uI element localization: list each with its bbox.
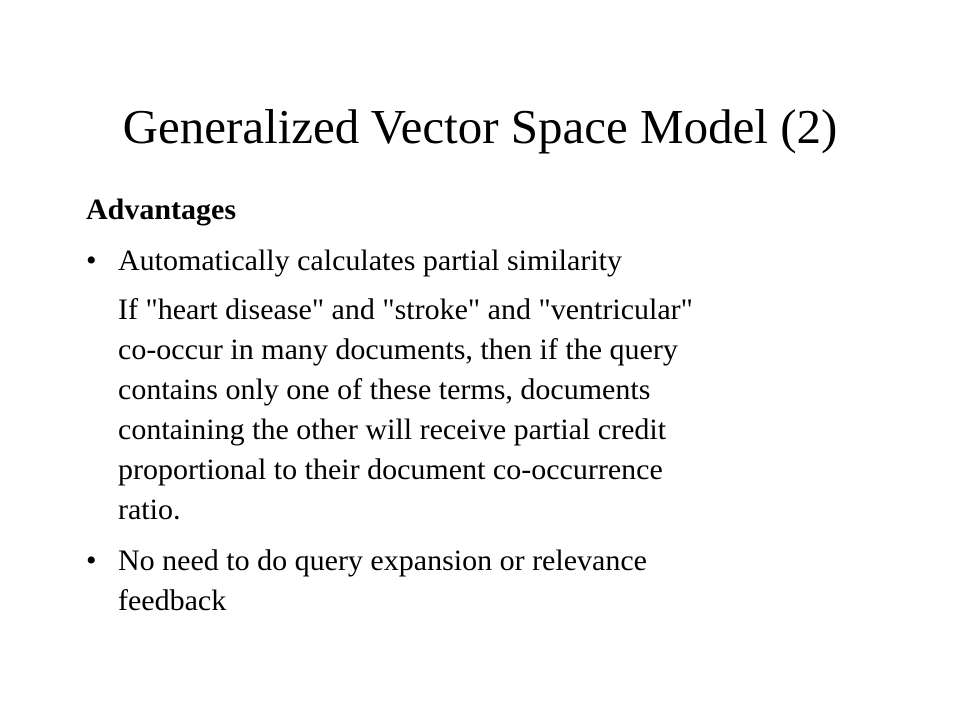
bullet-icon: • (86, 244, 97, 277)
paragraph-line: proportional to their document co-occurrence (118, 453, 663, 486)
example-paragraph (118, 290, 693, 530)
bullet-text: Automatically calculates partial similarity (118, 244, 622, 277)
bullet-text: No need to do query expansion or relevance (118, 544, 647, 577)
bullet-continuation (118, 581, 226, 621)
slide-title: Generalized Vector Space Model (2) (122, 99, 838, 154)
paragraph-line: ratio. (118, 493, 181, 526)
paragraph-line: If "heart disease" and "stroke" and "ventricular" (118, 293, 693, 326)
section-heading: Advantages (86, 193, 237, 226)
paragraph-line: co-occur in many documents, then if the query (118, 333, 678, 366)
paragraph-line: feedback (118, 584, 227, 617)
paragraph-line: contains only one of these terms, documents (118, 373, 651, 406)
bullet-icon: • (86, 544, 97, 577)
bullet-item (86, 241, 622, 281)
paragraph-line: containing the other will receive partial credit (118, 413, 667, 446)
bullet-item (86, 541, 647, 581)
